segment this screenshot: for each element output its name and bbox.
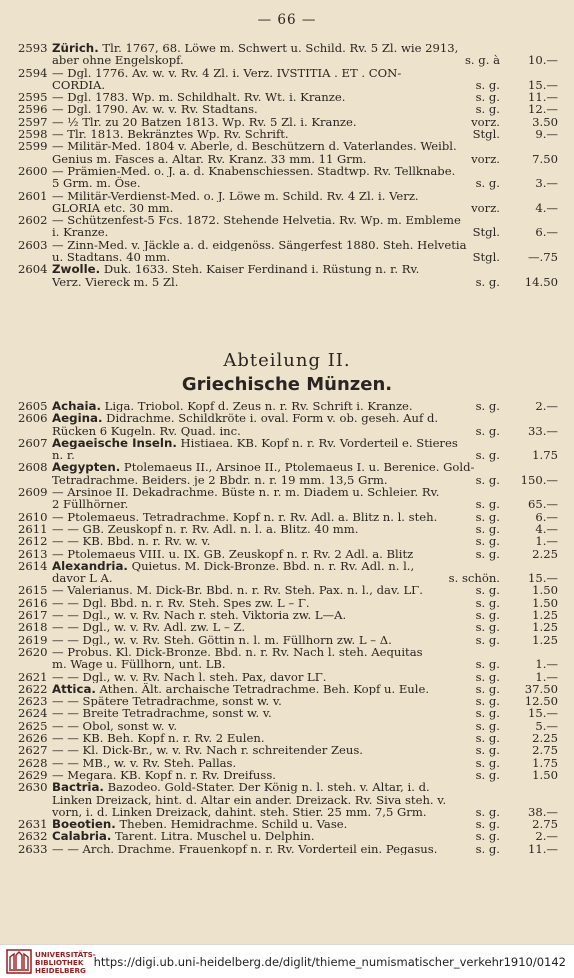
catalog-entry xyxy=(18,400,558,412)
lot-number: 2615 xyxy=(18,583,48,598)
lot-number: 2616 xyxy=(18,595,48,610)
price: 2.75 xyxy=(532,817,558,832)
lot-number: 2619 xyxy=(18,632,48,647)
lot-number: 2613 xyxy=(18,546,48,561)
condition-grade: s. g. xyxy=(475,755,500,770)
lot-number: 2620 xyxy=(18,644,48,659)
lot-number: 2603 xyxy=(18,237,48,252)
entry-description: — Valerianus. M. Dick-Br. Bbd. n. r. Rv. Steh. Pax. n. l., dav. LΓ. xyxy=(52,584,423,597)
lot-number: 2625 xyxy=(18,718,48,733)
price: 10.— xyxy=(527,53,558,68)
price: 1.— xyxy=(535,657,558,672)
entry-description: — — Dgl., w. v. Rv. Nach l. steh. Pax, davor LΓ. xyxy=(52,670,327,683)
condition-grade: s. g. xyxy=(475,657,500,672)
entry-description: Genius m. Fasces a. Altar. Rv. Kranz. 33 mm. 11 Grm. xyxy=(52,152,367,165)
entry-description: Zwolle. Duk. 1633. Steh. Kaiser Ferdinand i. Rüstung n. r. Rv. xyxy=(52,263,420,276)
condition-grade: vorz. xyxy=(471,200,500,215)
catalog-entry xyxy=(18,560,558,585)
catalog-entry xyxy=(18,486,558,511)
lot-number: 2607 xyxy=(18,435,48,450)
lot-number: 2598 xyxy=(18,127,48,142)
condition-grade: s. schön. xyxy=(448,571,500,586)
catalog-entry xyxy=(18,140,558,165)
condition-grade: s. g. xyxy=(475,583,500,598)
page-number: — 66 — xyxy=(257,12,317,28)
condition-grade: s. g. xyxy=(475,743,500,758)
catalog-entry xyxy=(18,412,558,437)
place-name: Alexandria. xyxy=(52,559,128,573)
catalog-entry xyxy=(18,165,558,190)
entry-description: Bactria. Bazodeo. Gold-Stater. Der König n. l. steh. v. Altar, i. d. xyxy=(52,781,430,794)
entry-description: — — KB. Bbd. n. r. Rv. w. v. xyxy=(52,535,211,548)
price: 12.— xyxy=(527,102,558,117)
condition-grade: s. g. xyxy=(475,472,500,487)
entry-description: — Probus. Kl. Dick-Bronze. Bbd. n. r. Rv. Nach l. steh. Aequitas xyxy=(52,645,423,659)
condition-grade: s. g. xyxy=(475,521,500,536)
entry-description: — Ptolemaeus VIII. u. IX. GB. Zeuskopf n. r. Rv. 2 Adl. a. Blitz xyxy=(52,547,414,560)
entry-description: — Zinn-Med. v. Jäckle a. d. eidgenöss. Sängerfest 1880. Steh. Helvetia xyxy=(52,238,467,252)
entry-description: i. Kranze. xyxy=(52,226,109,239)
entry-description: — ½ Tlr. zu 20 Batzen 1813. Wp. Rv. 5 Zl. i. Kranze. xyxy=(52,115,357,129)
catalog-entry xyxy=(18,769,558,781)
lot-number: 2632 xyxy=(18,829,48,844)
price: 3.50 xyxy=(532,114,558,129)
condition-grade: s. g. xyxy=(475,90,500,105)
condition-grade: s. g. xyxy=(475,608,500,623)
entry-description: 5 Grm. m. Öse. xyxy=(52,177,141,190)
price: 15.— xyxy=(527,571,558,586)
section-title: Griechische Münzen. xyxy=(181,374,393,395)
price: 1.25 xyxy=(532,632,558,647)
price: 14.50 xyxy=(524,274,558,289)
entry-description: — Dgl. 1776. Av. w. v. Rv. 4 Zl. i. Verz. IVSTITIA . ET . CON- xyxy=(52,66,402,79)
price: 1.50 xyxy=(532,583,558,598)
entry-description: u. Stadtans. 40 mm. xyxy=(52,251,171,264)
catalog-entry xyxy=(18,634,558,646)
lot-number: 2614 xyxy=(18,558,48,573)
catalog-entry xyxy=(18,214,558,239)
lot-number: 2617 xyxy=(18,608,48,623)
price: 1.— xyxy=(535,534,558,549)
lot-number: 2606 xyxy=(18,411,48,426)
price: 37.50 xyxy=(524,681,558,696)
lot-number: 2628 xyxy=(18,755,48,770)
condition-grade: s. g. xyxy=(475,546,500,561)
entry-description: Attica. Athen. Ält. archaische Tetradrachme. Beh. Kopf u. Eule. xyxy=(52,682,430,696)
viewer-footer xyxy=(0,944,574,978)
entry-list-top xyxy=(18,42,558,288)
place-name: Attica. xyxy=(52,682,96,696)
place-name: Zürich. xyxy=(52,42,99,55)
place-name: Aegina. xyxy=(52,412,103,425)
entry-description: — — GB. Zeuskopf n. r. Rv. Adl. n. l. a. Blitz. 40 mm. xyxy=(52,522,359,536)
catalog-entry xyxy=(18,548,558,560)
condition-grade: s. g. xyxy=(475,534,500,549)
price: 6.— xyxy=(535,509,558,524)
price: 5.— xyxy=(535,718,558,733)
lot-number: 2608 xyxy=(18,460,48,475)
entry-description: — Schützenfest-5 Fcs. 1872. Stehende Helvetia. Rv. Wp. m. Embleme xyxy=(52,214,461,227)
condition-grade: s. g. xyxy=(475,77,500,92)
entry-description: — Militär-Verdienst-Med. o. J. Löwe m. Schild. Rv. 4 Zl. i. Verz. xyxy=(52,189,419,202)
entry-description: — — Breite Tetradrachme, sonst w. v. xyxy=(52,707,272,720)
condition-grade: s. g. xyxy=(475,804,500,819)
entry-description: Calabria. Tarent. Litra. Muschel u. Delphin. xyxy=(52,830,315,843)
catalog-entry xyxy=(18,103,558,115)
price: 150.— xyxy=(520,472,558,487)
entry-description: Linken Dreizack, hint. d. Altar ein ander. Dreizack. Rv. Siva steh. v. xyxy=(52,793,447,806)
condition-grade: vorz. xyxy=(471,114,500,129)
source-url-link[interactable]: https://digi.ub.uni-heidelberg.de/diglit/thieme_numismatischer_verkehr1910/0142 xyxy=(93,955,566,969)
catalog-entry xyxy=(18,239,558,264)
price: 12.50 xyxy=(524,694,558,709)
lot-number: 2633 xyxy=(18,841,48,856)
condition-grade: s. g. xyxy=(475,681,500,696)
condition-grade: s. g. à xyxy=(464,53,500,68)
entry-description: Boeotien. Theben. Hemidrachme. Schild u. Vase. xyxy=(52,818,348,831)
price: 1.25 xyxy=(532,608,558,623)
catalog-entry xyxy=(18,744,558,756)
entry-description: Zürich. Tlr. 1767, 68. Löwe m. Schwert u. Schild. Rv. 5 Zl. wie 2913, xyxy=(52,42,459,55)
entry-description: — — Dgl., w. v. Rv. Steh. Göttin n. l. m. Füllhorn zw. L – Δ. xyxy=(52,633,392,646)
entry-description: — — Arch. Drachme. Frauenkopf n. r. Rv. Vorderteil ein. Pegasus. xyxy=(52,842,438,855)
place-name: Achaia. xyxy=(52,400,101,413)
catalog-entry xyxy=(18,263,558,288)
entry-description: — — Obol, sonst w. v. xyxy=(52,719,178,733)
condition-grade: s. g. xyxy=(475,399,500,413)
entry-description: — — Dgl. Bbd. n. r. Rv. Steh. Spes zw. L – Γ. xyxy=(52,596,310,610)
entry-description: GLORIA etc. 30 mm. xyxy=(52,201,174,215)
entry-description: aber ohne Engelskopf. xyxy=(52,54,184,67)
catalog-entry xyxy=(18,535,558,547)
catalog-entry xyxy=(18,781,558,818)
condition-grade: Stgl. xyxy=(472,127,500,142)
place-name: Aegypten. xyxy=(52,461,121,474)
price: 3.— xyxy=(535,176,558,191)
entry-description: Alexandria. Quietus. M. Dick-Bronze. Bbd. n. r. Rv. Adl. n. l., xyxy=(52,559,415,573)
entry-description: — — MB., w. v. Rv. Steh. Pallas. xyxy=(52,756,237,769)
university-seal-icon xyxy=(6,949,32,974)
entry-list-bottom xyxy=(18,400,558,855)
price: 33.— xyxy=(527,423,558,438)
price: 1.75 xyxy=(532,448,558,463)
condition-grade: s. g. xyxy=(475,694,500,709)
place-name: Aegaeische Inseln. xyxy=(52,436,177,450)
lot-number: 2599 xyxy=(18,139,48,154)
condition-grade: vorz. xyxy=(471,151,500,166)
price: 1.50 xyxy=(532,767,558,782)
condition-grade: s. g. xyxy=(475,669,500,684)
entry-description: — Megara. KB. Kopf n. r. Rv. Dreifuss. xyxy=(52,768,276,782)
condition-grade: s. g. xyxy=(475,423,500,438)
entry-description: Aegina. Didrachme. Schildkröte i. oval. Form v. ob. geseh. Auf d. xyxy=(52,412,439,425)
condition-grade: s. g. xyxy=(475,718,500,733)
lot-number: 2623 xyxy=(18,694,48,709)
condition-grade: s. g. xyxy=(475,497,500,512)
price: 1.75 xyxy=(532,755,558,770)
entry-description: Verz. Viereck m. 5 Zl. xyxy=(52,275,179,288)
place-name: Calabria. xyxy=(52,830,112,843)
lot-number: 2600 xyxy=(18,163,48,178)
entry-description: — — Dgl., w. v. Rv. Nach r. steh. Viktoria zw. L—A. xyxy=(52,609,347,622)
entry-description: — — Spätere Tetradrachme, sonst w. v. xyxy=(52,695,282,708)
lot-number: 2622 xyxy=(18,681,48,696)
catalog-entry xyxy=(18,42,558,67)
condition-grade: s. g. xyxy=(475,706,500,721)
entry-description: — Dgl. 1790. Av. w. v. Rv. Stadtans. xyxy=(52,103,258,116)
condition-grade: s. g. xyxy=(475,620,500,635)
lot-number: 2630 xyxy=(18,780,48,795)
entry-description: n. r. xyxy=(52,449,75,462)
catalog-entry xyxy=(18,830,558,842)
lot-number: 2601 xyxy=(18,188,48,203)
lot-number: 2593 xyxy=(18,41,48,55)
condition-grade: s. g. xyxy=(475,176,500,191)
condition-grade: Stgl. xyxy=(472,225,500,240)
price: 11.— xyxy=(527,841,558,856)
lot-number: 2626 xyxy=(18,731,48,746)
entry-description: Aegaeische Inseln. Histiaea. KB. Kopf n. r. Rv. Vorderteil e. Stieres xyxy=(52,436,458,450)
lot-number: 2631 xyxy=(18,817,48,832)
lot-number: 2596 xyxy=(18,102,48,117)
entry-description: — Prämien-Med. o. J. a. d. Knabenschiessen. Stadtwp. Rv. Tellknabe. xyxy=(52,164,456,178)
entry-description: 2 Füllhörner. xyxy=(52,498,129,511)
price: 1.— xyxy=(535,669,558,684)
price: 15.— xyxy=(527,77,558,92)
condition-grade: s. g. xyxy=(475,731,500,746)
lot-number: 2594 xyxy=(18,65,48,80)
library-name: UNIVERSITÄTS- BIBLIOTHEK HEIDELBERG xyxy=(35,950,96,975)
price: 4.— xyxy=(535,200,558,215)
price: 1.25 xyxy=(532,620,558,635)
entry-description: davor L A. xyxy=(52,572,113,585)
condition-grade: s. g. xyxy=(475,274,500,289)
entry-description: Rücken 6 Kugeln. Rv. Quad. inc. xyxy=(52,424,241,437)
lot-number: 2597 xyxy=(18,114,48,129)
lot-number: 2602 xyxy=(18,213,48,228)
lot-number: 2595 xyxy=(18,90,48,105)
price: 38.— xyxy=(527,804,558,819)
entry-description: CORDIA. xyxy=(52,78,106,92)
lot-number: 2610 xyxy=(18,509,48,524)
condition-grade: s. g. xyxy=(475,102,500,117)
place-name: Zwolle. xyxy=(52,263,101,276)
catalog-entry xyxy=(18,621,558,633)
entry-description: Aegypten. Ptolemaeus II., Arsinoe II., Ptolemaeus I. u. Berenice. Gold- xyxy=(52,461,475,474)
price: 2.75 xyxy=(532,743,558,758)
lot-number: 2609 xyxy=(18,485,48,500)
entry-description: Tetradrachme. Beiders. je 2 Bbdr. n. r. 19 mm. 13,5 Grm. xyxy=(52,473,388,487)
section-heading: Abteilung II. xyxy=(223,350,351,371)
price: 65.— xyxy=(527,497,558,512)
entry-description: — Militär-Med. 1804 v. Aberle, d. Beschützern d. Vaterlandes. Weibl. xyxy=(52,140,457,153)
lot-number: 2604 xyxy=(18,262,48,277)
entry-description: — — Kl. Dick-Br., w. v. Rv. Nach r. schreitender Zeus. xyxy=(52,744,363,757)
catalog-entry xyxy=(18,843,558,855)
price: 6.— xyxy=(535,225,558,240)
condition-grade: s. g. xyxy=(475,841,500,856)
entry-description: — Dgl. 1783. Wp. m. Schildhalt. Rv. Wt. i. Kranze. xyxy=(52,91,346,104)
place-name: Bactria. xyxy=(52,781,104,794)
lot-number: 2627 xyxy=(18,743,48,758)
entry-description: — Ptolemaeus. Tetradrachme. Kopf n. r. Rv. Adl. a. Blitz n. l. steh. xyxy=(52,510,438,523)
lot-number: 2624 xyxy=(18,706,48,721)
condition-grade: s. g. xyxy=(475,632,500,647)
entry-description: vorn, i. d. Linken Dreizack, dahint. steh. Stier. 25 mm. 7,5 Grm. xyxy=(52,805,427,819)
place-name: Boeotien. xyxy=(52,818,116,831)
entry-description: m. Wage u. Füllhorn, unt. LB. xyxy=(52,658,226,671)
catalog-entry xyxy=(18,584,558,596)
lot-number: 2618 xyxy=(18,620,48,635)
catalog-entry xyxy=(18,646,558,671)
price: 11.— xyxy=(527,90,558,105)
price: 2.25 xyxy=(532,731,558,746)
lot-number: 2612 xyxy=(18,534,48,549)
lot-number: 2611 xyxy=(18,521,48,536)
condition-grade: s. g. xyxy=(475,817,500,832)
entry-description: — — KB. Beh. Kopf n. r. Rv. 2 Eulen. xyxy=(52,732,265,745)
condition-grade: s. g. xyxy=(475,595,500,610)
price: 2.25 xyxy=(532,546,558,561)
catalog-entry xyxy=(18,707,558,719)
catalog-entry xyxy=(18,671,558,683)
condition-grade: s. g. xyxy=(475,829,500,844)
price: —.75 xyxy=(527,250,558,265)
condition-grade: s. g. xyxy=(475,448,500,463)
entry-description: Achaia. Liga. Triobol. Kopf d. Zeus n. r. Rv. Schrift i. Kranze. xyxy=(52,400,413,413)
catalog-entry xyxy=(18,190,558,215)
lot-number: 2629 xyxy=(18,767,48,782)
price: 2.— xyxy=(535,399,558,413)
price: 7.50 xyxy=(532,151,558,166)
price: 9.— xyxy=(535,127,558,142)
lot-number: 2621 xyxy=(18,669,48,684)
entry-description: — Arsinoe II. Dekadrachme. Büste n. r. m. Diadem u. Schleier. Rv. xyxy=(52,486,440,499)
price: 1.50 xyxy=(532,595,558,610)
condition-grade: Stgl. xyxy=(472,250,500,265)
catalog-entry xyxy=(18,437,558,462)
condition-grade: s. g. xyxy=(475,767,500,782)
price: 4.— xyxy=(535,521,558,536)
entry-description: — Tlr. 1813. Bekränztes Wp. Rv. Schrift. xyxy=(52,128,289,141)
entry-description: — — Dgl., w. v. Rv. Adl. zw. L – Z. xyxy=(52,621,246,634)
condition-grade: s. g. xyxy=(475,509,500,524)
catalog-entry xyxy=(18,67,558,92)
price: 2.— xyxy=(535,829,558,844)
lot-number: 2605 xyxy=(18,399,48,413)
catalog-entry xyxy=(18,128,558,140)
price: 15.— xyxy=(527,706,558,721)
catalog-entry xyxy=(18,461,558,486)
